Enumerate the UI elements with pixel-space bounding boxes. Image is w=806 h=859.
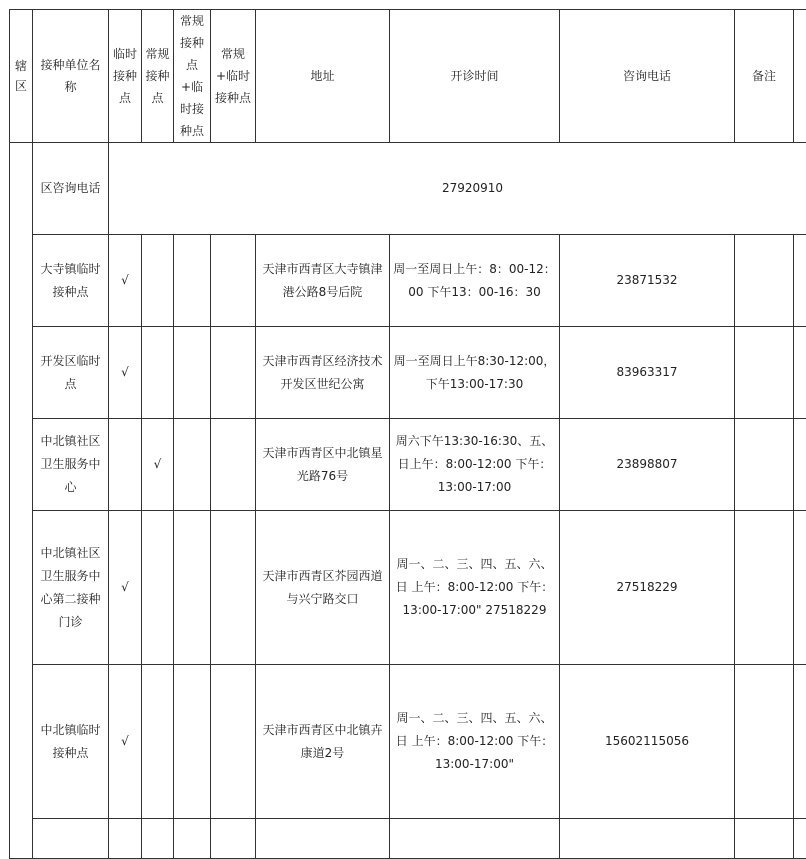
regular-plus-temp-check [174, 665, 211, 819]
regular-plus-temp-check-2 [211, 419, 256, 511]
temporary-check: √ [109, 327, 142, 419]
unit-name: 中北镇社区卫生服务中心第二接种门诊 [33, 511, 109, 665]
table-row [10, 419, 806, 511]
regular-plus-temp-check [174, 327, 211, 419]
notes [735, 419, 794, 511]
regular-plus-temp-check-2 [211, 235, 256, 327]
address: 天津市西青区中北镇卉康道2号 [256, 665, 390, 819]
extra [794, 819, 806, 859]
address: 天津市西青区经济技术开发区世纪公寓 [256, 327, 390, 419]
extra [794, 419, 806, 511]
phone [560, 819, 735, 859]
notes [735, 511, 794, 665]
unit-name: 大寺镇临时接种点 [33, 235, 109, 327]
hours: 周六下午13:30-16:30、五、日上午：8:00-12:00 下午：13:00-17:00 [390, 419, 560, 511]
table-row [10, 665, 806, 819]
temporary-check [109, 819, 142, 859]
unit-name: 开发区临时点 [33, 327, 109, 419]
header-regular-plus-temporary-2: 常规+临时接种点 [211, 10, 256, 143]
hours [390, 819, 560, 859]
extra [794, 327, 806, 419]
extra [794, 665, 806, 819]
extra [794, 511, 806, 665]
header-address: 地址 [256, 10, 390, 143]
regular-check [142, 327, 174, 419]
district-hotline-row [10, 143, 806, 235]
district-cell [10, 143, 33, 859]
header-notes: 备注 [735, 10, 794, 143]
header-regular: 常规接种点 [142, 10, 174, 143]
hours: 周一、二、三、四、五、六、日 上午：8:00-12:00 下午：13:00-17:00" [390, 665, 560, 819]
phone: 83963317 [560, 327, 735, 419]
notes [735, 819, 794, 859]
unit-name: 中北镇临时接种点 [33, 665, 109, 819]
regular-check [142, 819, 174, 859]
phone: 23871532 [560, 235, 735, 327]
regular-plus-temp-check [174, 511, 211, 665]
address: 天津市西青区中北镇星光路76号 [256, 419, 390, 511]
table-row [10, 235, 806, 327]
regular-plus-temp-check-2 [211, 327, 256, 419]
header-temporary: 临时接种点 [109, 10, 142, 143]
regular-check [142, 511, 174, 665]
temporary-check: √ [109, 235, 142, 327]
hours: 周一至周日上午：8：00-12：00 下午13：00-16：30 [390, 235, 560, 327]
temporary-check: √ [109, 665, 142, 819]
address: 天津市西青区芥园西道与兴宁路交口 [256, 511, 390, 665]
vaccination-sites-table [9, 9, 806, 859]
district-hotline-label: 区咨询电话 [33, 143, 109, 235]
header-row [10, 10, 806, 143]
header-regular-plus-temporary: 常规接种点+临时接种点 [174, 10, 211, 143]
table-row [10, 819, 806, 859]
address: 天津市西青区大寺镇津港公路8号后院 [256, 235, 390, 327]
table-row [10, 511, 806, 665]
header-unit-name: 接种单位名称 [33, 10, 109, 143]
regular-check [142, 665, 174, 819]
unit-name [33, 819, 109, 859]
hours: 周一至周日上午8:30-12:00，下午13:00-17:30 [390, 327, 560, 419]
header-hours: 开诊时间 [390, 10, 560, 143]
header-phone: 咨询电话 [560, 10, 735, 143]
regular-plus-temp-check [174, 419, 211, 511]
table-row [10, 327, 806, 419]
header-extra [794, 10, 806, 143]
regular-plus-temp-check-2 [211, 665, 256, 819]
phone: 23898807 [560, 419, 735, 511]
phone: 15602115056 [560, 665, 735, 819]
header-district: 辖区 [10, 10, 33, 143]
regular-plus-temp-check [174, 235, 211, 327]
regular-check: √ [142, 419, 174, 511]
district-hotline-value: 27920910 [109, 143, 806, 235]
hours: 周一、二、三、四、五、六、日 上午：8:00-12:00 下午：13:00-17:00" 27518229 [390, 511, 560, 665]
notes [735, 327, 794, 419]
temporary-check: √ [109, 511, 142, 665]
unit-name: 中北镇社区卫生服务中心 [33, 419, 109, 511]
regular-plus-temp-check-2 [211, 819, 256, 859]
regular-plus-temp-check-2 [211, 511, 256, 665]
regular-check [142, 235, 174, 327]
notes [735, 665, 794, 819]
phone: 27518229 [560, 511, 735, 665]
notes [735, 235, 794, 327]
regular-plus-temp-check [174, 819, 211, 859]
temporary-check [109, 419, 142, 511]
extra [794, 235, 806, 327]
address [256, 819, 390, 859]
